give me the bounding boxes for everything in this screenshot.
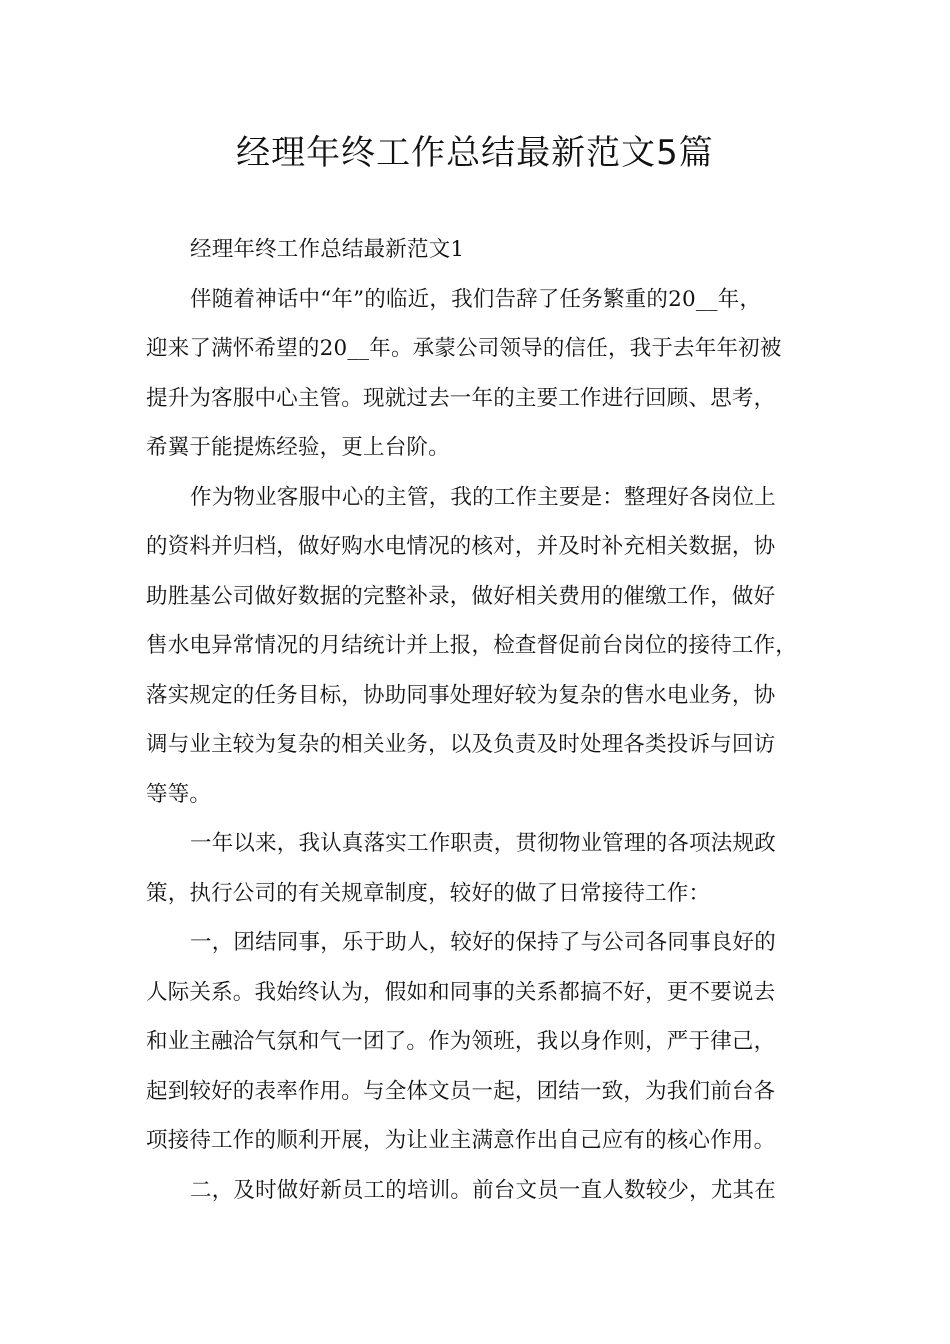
document-body [146, 225, 826, 1215]
paragraph-line: 作为物业客服中心的主管，我的工作主要是：整理好各岗位上 [190, 484, 776, 510]
paragraph-line: 策，执行公司的有关规章制度，较好的做了日常接待工作： [146, 880, 711, 906]
paragraph-line: 售水电异常情况的月结统计并上报，检查督促前台岗位的接待工作， [146, 633, 798, 658]
paragraph-line: 人际关系。我始终认为，假如和同事的关系都搞不好，更不要说去 [146, 979, 776, 1005]
paragraph-line: 伴随着神话中“年”的临近，我们告辞了任务繁重的20__年， [190, 286, 762, 312]
paragraph-line: 起到较好的表率作用。与全体文员一起，团结一致，为我们前台各 [146, 1078, 776, 1104]
paragraph-line: 一，团结同事，乐于助人，较好的保持了与公司各同事良好的 [190, 930, 776, 955]
paragraph-line: 项接待工作的顺利开展，为让业主满意作出自己应有的核心作用。 [146, 1128, 776, 1153]
section-heading: 经理年终工作总结最新范文1 [190, 237, 465, 262]
paragraph-line: 调与业主较为复杂的相关业务，以及负责及时处理各类投诉与回访 [146, 732, 776, 757]
paragraph-line: 和业主融洽气氛和气一团了。作为领班，我以身作则，严于律己， [146, 1029, 776, 1054]
paragraph-line: 落实规定的任务目标，协助同事处理好较为复杂的售水电业务，协 [146, 682, 776, 708]
paragraph-line: 提升为客服中心主管。现就过去一年的主要工作进行回顾、思考， [146, 385, 776, 411]
paragraph-line: 希翼于能提炼经验，更上台阶。 [146, 435, 450, 460]
paragraph-line: 的资料并归档，做好购水电情况的核对，并及时补充相关数据，协 [146, 534, 776, 559]
paragraph-line: 迎来了满怀希望的20__年。承蒙公司领导的信任，我于去年年初被 [146, 336, 782, 361]
paragraph-line: 等等。 [146, 781, 212, 807]
document-title: 经理年终工作总结最新范文5篇 [236, 133, 714, 173]
paragraph-line: 一年以来，我认真落实工作职责，贯彻物业管理的各项法规政 [190, 831, 776, 856]
paragraph-line: 二，及时做好新员工的培训。前台文员一直人数较少，尤其在 [190, 1177, 776, 1203]
paragraph-line: 助胜基公司做好数据的完整补录，做好相关费用的催缴工作，做好 [146, 583, 776, 609]
